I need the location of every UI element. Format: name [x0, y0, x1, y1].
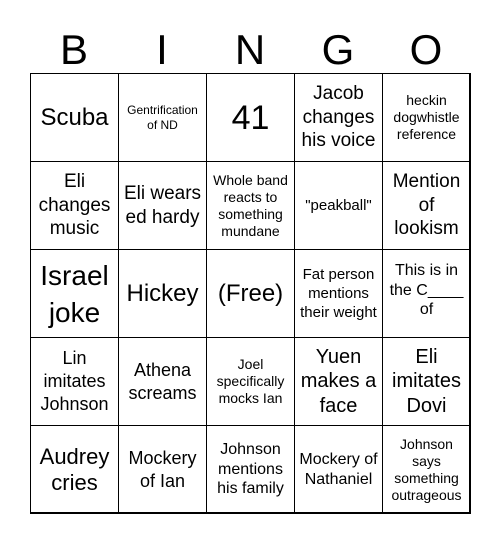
bingo-cell[interactable]	[294, 161, 383, 250]
cell-text: Eli imitates Dovi	[392, 345, 461, 417]
bingo-cell[interactable]	[30, 425, 119, 514]
cell-text: Eli wears ed hardy	[123, 183, 202, 228]
cell-text: This is in the C____ of	[389, 262, 464, 318]
bingo-cell[interactable]	[118, 337, 207, 426]
bingo-cell[interactable]	[30, 249, 119, 338]
cell-text: Scuba	[40, 103, 109, 131]
cell-text: Eli changes music	[38, 171, 111, 240]
bingo-header	[30, 26, 470, 74]
bingo-cell[interactable]	[382, 425, 471, 514]
cell-text: Hickey	[126, 279, 199, 307]
cell-text: "peakball"	[305, 197, 372, 214]
bingo-cell[interactable]	[30, 73, 119, 162]
cell-text: Mockery of Nathaniel	[299, 451, 378, 488]
bingo-cell[interactable]	[118, 425, 207, 514]
bingo-cell[interactable]	[118, 161, 207, 250]
cell-text: Fat person mentions their weight	[300, 266, 377, 321]
header-letter-b: B	[59, 26, 88, 73]
cell-text: Jacob changes his voice	[301, 83, 376, 152]
cell-text: Lin imitates Johnson	[40, 348, 109, 414]
cell-text: Mockery of Ian	[128, 447, 197, 491]
header-letter-n: N	[234, 26, 266, 73]
bingo-board	[30, 73, 470, 513]
cell-text: Gentrification of ND	[127, 102, 198, 132]
cell-text: Yuen makes a face	[300, 345, 377, 417]
bingo-cell[interactable]	[382, 73, 471, 162]
bingo-cell[interactable]	[118, 249, 207, 338]
cell-text: (Free)	[217, 279, 284, 307]
cell-text: Athena screams	[128, 359, 197, 403]
bingo-cell[interactable]	[30, 337, 119, 426]
cell-text: heckin dogwhistle reference	[393, 92, 460, 142]
free-cell[interactable]	[206, 249, 295, 338]
bingo-cell[interactable]	[206, 73, 295, 162]
header-letter-g: G	[321, 26, 355, 73]
cell-text: Johnson mentions his family	[217, 441, 284, 498]
header-letter-i: I	[156, 26, 168, 73]
bingo-cell[interactable]	[294, 337, 383, 426]
bingo-cell[interactable]	[382, 337, 471, 426]
bingo-cell[interactable]	[382, 249, 471, 338]
cell-text: Whole band reacts to something mundane	[213, 171, 288, 239]
cell-text: Israel joke	[40, 259, 109, 328]
cell-text: Audrey cries	[39, 443, 110, 495]
bingo-cell[interactable]	[206, 161, 295, 250]
header-letter-o: O	[409, 26, 443, 73]
bingo-cell[interactable]	[294, 425, 383, 514]
bingo-cell[interactable]	[118, 73, 207, 162]
bingo-cell[interactable]	[294, 73, 383, 162]
bingo-cell[interactable]	[382, 161, 471, 250]
cell-text: 41	[231, 98, 270, 137]
cell-text: Johnson says something outrageous	[391, 435, 462, 503]
cell-text: Joel specifically mocks Ian	[216, 356, 285, 406]
bingo-cell[interactable]	[206, 425, 295, 514]
cell-text: Mention of lookism	[392, 171, 461, 240]
bingo-cell[interactable]	[206, 337, 295, 426]
bingo-cell[interactable]	[294, 249, 383, 338]
bingo-cell[interactable]	[30, 161, 119, 250]
